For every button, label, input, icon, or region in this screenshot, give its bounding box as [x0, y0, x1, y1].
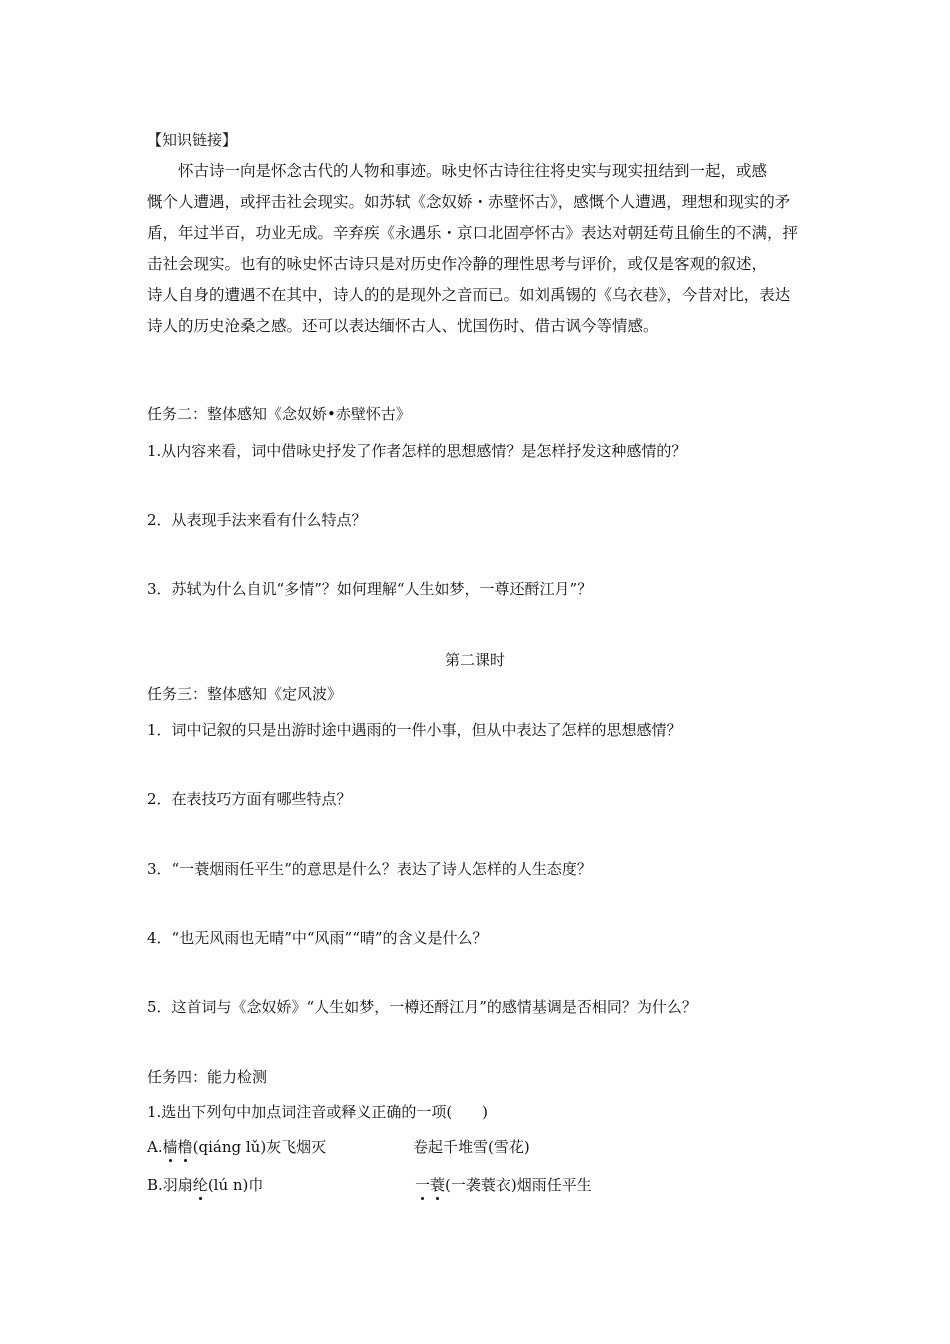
- task4-title: 任务四：能力检测: [147, 1068, 268, 1086]
- option-b-second: [415, 1175, 592, 1195]
- task3-question-3: 3．“一蓑烟雨任平生”的意思是什么？表达了诗人怎样的人生态度？: [147, 860, 592, 878]
- task2-question-3: 3．苏轼为什么自讥“多情”？如何理解“人生如梦，一尊还酹江月”？: [147, 580, 593, 598]
- paragraph-line-4: 击社会现实。也有的咏史怀古诗只是对历史作冷静的理性思考与评价，或仅是客观的叙述，: [147, 255, 768, 273]
- paragraph-line-2: 慨个人遭遇，或抨击社会现实。如苏轼《念奴娇・赤壁怀古》，感慨个人遭遇，理想和现实的矛: [147, 193, 791, 211]
- option-a-prefix: A.: [147, 1138, 163, 1156]
- option-b-prefix: B.羽扇: [147, 1176, 193, 1194]
- task3-question-5: 5．这首词与《念奴娇》“人生如梦，一樽还酹江月”的感情基调是否相同？为什么？: [147, 998, 697, 1016]
- task2-title: 任务二：整体感知《念奴娇•赤壁怀古》: [147, 405, 411, 423]
- knowledge-paragraph: [147, 156, 807, 342]
- option-b-second-rest: (一袭蓑衣)烟雨任平生: [445, 1176, 592, 1194]
- option-a-rest: (qiáng lǔ)灰飞烟灭: [192, 1138, 327, 1156]
- option-b: [147, 1175, 263, 1195]
- paragraph-line-1: 怀古诗一向是怀念古代的人物和事迹。咏史怀古诗往往将史实与现实扭结到一起，或感: [178, 162, 768, 180]
- paragraph-line-3: 盾，年过半百，功业无成。辛弃疾《永遇乐・京口北固亭怀古》表达对朝廷苟且偷生的不满，抨: [147, 224, 799, 242]
- task4-question-1: 1.选出下列句中加点词注音或释义正确的一项( ): [147, 1103, 489, 1121]
- task3-title: 任务三：整体感知《定风波》: [147, 685, 343, 703]
- lesson2-title: 第二课时: [444, 651, 505, 669]
- dotted-char: 一: [415, 1176, 431, 1194]
- dotted-char: 纶: [192, 1176, 208, 1194]
- option-a-second: 卷起千堆雪(雪花): [413, 1138, 530, 1156]
- paragraph-line-6: 诗人的历史沧桑之感。还可以表达缅怀古人、忧国伤时、借古讽今等情感。: [147, 317, 659, 335]
- task3-question-4: 4．“也无风雨也无晴”中“风雨”“晴”的含义是什么？: [147, 929, 488, 947]
- option-b-rest: (lú n)巾: [207, 1176, 264, 1194]
- paragraph-line-5: 诗人自身的遭遇不在其中，诗人的的是现外之音而已。如刘禹锡的《乌衣巷》，今昔对比，表达: [147, 286, 791, 304]
- dotted-char: 橹: [177, 1138, 193, 1156]
- task2-question-1: 1.从内容来看，词中借咏史抒发了作者怎样的思想感情？是怎样抒发这种感情的？: [147, 442, 687, 460]
- task3-question-2: 2．在表技巧方面有哪些特点？: [147, 790, 352, 808]
- task2-question-2: 2．从表现手法来看有什么特点？: [147, 511, 367, 529]
- option-a: [147, 1137, 326, 1157]
- dotted-char: 樯: [162, 1138, 178, 1156]
- task3-question-1: 1．词中记叙的只是出游时途中遇雨的一件小事，但从中表达了怎样的思想感情？: [147, 721, 682, 739]
- knowledge-heading: 【知识链接】: [147, 131, 238, 149]
- dotted-char: 蓑: [430, 1176, 446, 1194]
